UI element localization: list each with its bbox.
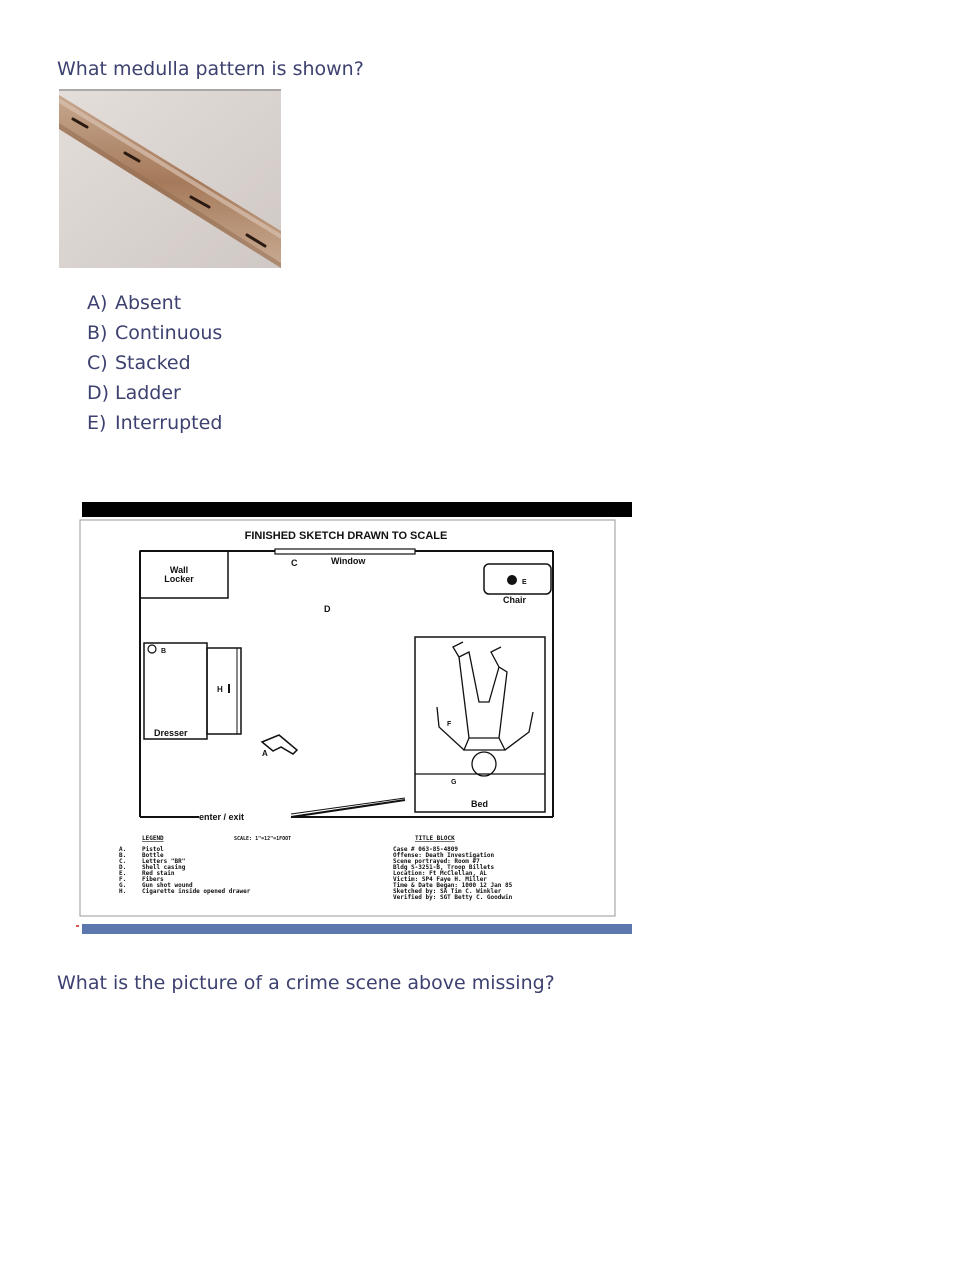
sketch-title: FINISHED SKETCH DRAWN TO SCALE [244, 530, 448, 542]
label-f: F [447, 721, 452, 728]
label-a: A [262, 749, 268, 758]
legend-title: LEGEND [142, 835, 164, 842]
label-g: G [451, 779, 457, 786]
question-1-text: What medulla pattern is shown? [57, 58, 364, 80]
legend-key: C. [119, 858, 127, 865]
choice-letter: B) [87, 322, 108, 344]
title-block-line: Sketched by: SA Tim C. Winkler [393, 888, 502, 895]
choice-label: Continuous [115, 322, 223, 344]
legend-key: E. [119, 870, 127, 877]
choice-a[interactable] [87, 291, 222, 321]
crime-scene-sketch [59, 502, 632, 934]
legend-key: D. [119, 864, 127, 871]
legend-item: Red stain [142, 870, 175, 877]
legend-item: Letters "BR" [142, 858, 186, 865]
choice-c[interactable] [87, 351, 222, 381]
hair-medulla-photo [59, 89, 281, 268]
choice-label: Stacked [115, 352, 191, 374]
label-enter-exit: enter / exit [199, 812, 245, 822]
legend-item: Gun shot wound [142, 882, 193, 889]
title-block-line: Location: Ft McClellan, AL [393, 870, 487, 877]
title-block-line: Case # 063-85-4809 [393, 846, 459, 853]
legend-item: Fibers [142, 876, 164, 883]
title-block-line: Verified by: SGT Betty C. Goodwin [393, 894, 513, 901]
title-block-line: Time & Date Began: 1000 12 Jan 85 [393, 882, 513, 889]
label-c: C [291, 558, 298, 568]
title-block-line: Victim: SP4 Faye H. Miller [393, 876, 487, 883]
label-wall: Wall [169, 565, 189, 575]
label-dresser: Dresser [154, 728, 188, 738]
choice-label: Interrupted [115, 412, 223, 434]
legend-key: H. [119, 888, 127, 895]
choice-letter: D) [87, 382, 110, 404]
legend-key: F. [119, 876, 127, 883]
answer-choices [87, 291, 222, 441]
choice-letter: E) [87, 412, 107, 434]
choice-d[interactable] [87, 381, 222, 411]
title-block-line: Offense: Death Investigation [393, 852, 495, 859]
title-block-title: TITLE BLOCK [415, 835, 455, 842]
legend-key: B. [119, 852, 127, 859]
choice-e[interactable] [87, 411, 222, 441]
scale-label: SCALE: 1"=12"=1FOOT [234, 836, 292, 842]
label-locker: Locker [164, 574, 194, 584]
choice-label: Ladder [115, 382, 181, 404]
label-bed: Bed [471, 799, 489, 809]
legend-item: Pistol [142, 846, 164, 853]
choice-letter: C) [87, 352, 108, 374]
legend-key: G. [119, 882, 127, 889]
choice-label: Absent [115, 292, 182, 314]
legend-item: Cigarette inside opened drawer [142, 888, 251, 895]
choice-letter: A) [87, 292, 108, 314]
label-e: E [522, 579, 527, 586]
legend-item: Shell casing [142, 864, 186, 871]
choice-b[interactable] [87, 321, 222, 351]
label-d: D [324, 604, 331, 614]
title-block-line: Bldg S-3251-B, Troop Billets [393, 864, 495, 871]
label-b: B [161, 648, 167, 655]
legend-item: Bottle [142, 852, 164, 859]
title-block-line: Scene portrayed: Room #7 [393, 858, 480, 865]
label-h: H [217, 685, 223, 694]
label-chair: Chair [503, 595, 527, 605]
legend-key: A. [119, 846, 127, 853]
question-2-text: What is the picture of a crime scene above missing? [57, 972, 555, 994]
label-window: Window [331, 556, 366, 566]
